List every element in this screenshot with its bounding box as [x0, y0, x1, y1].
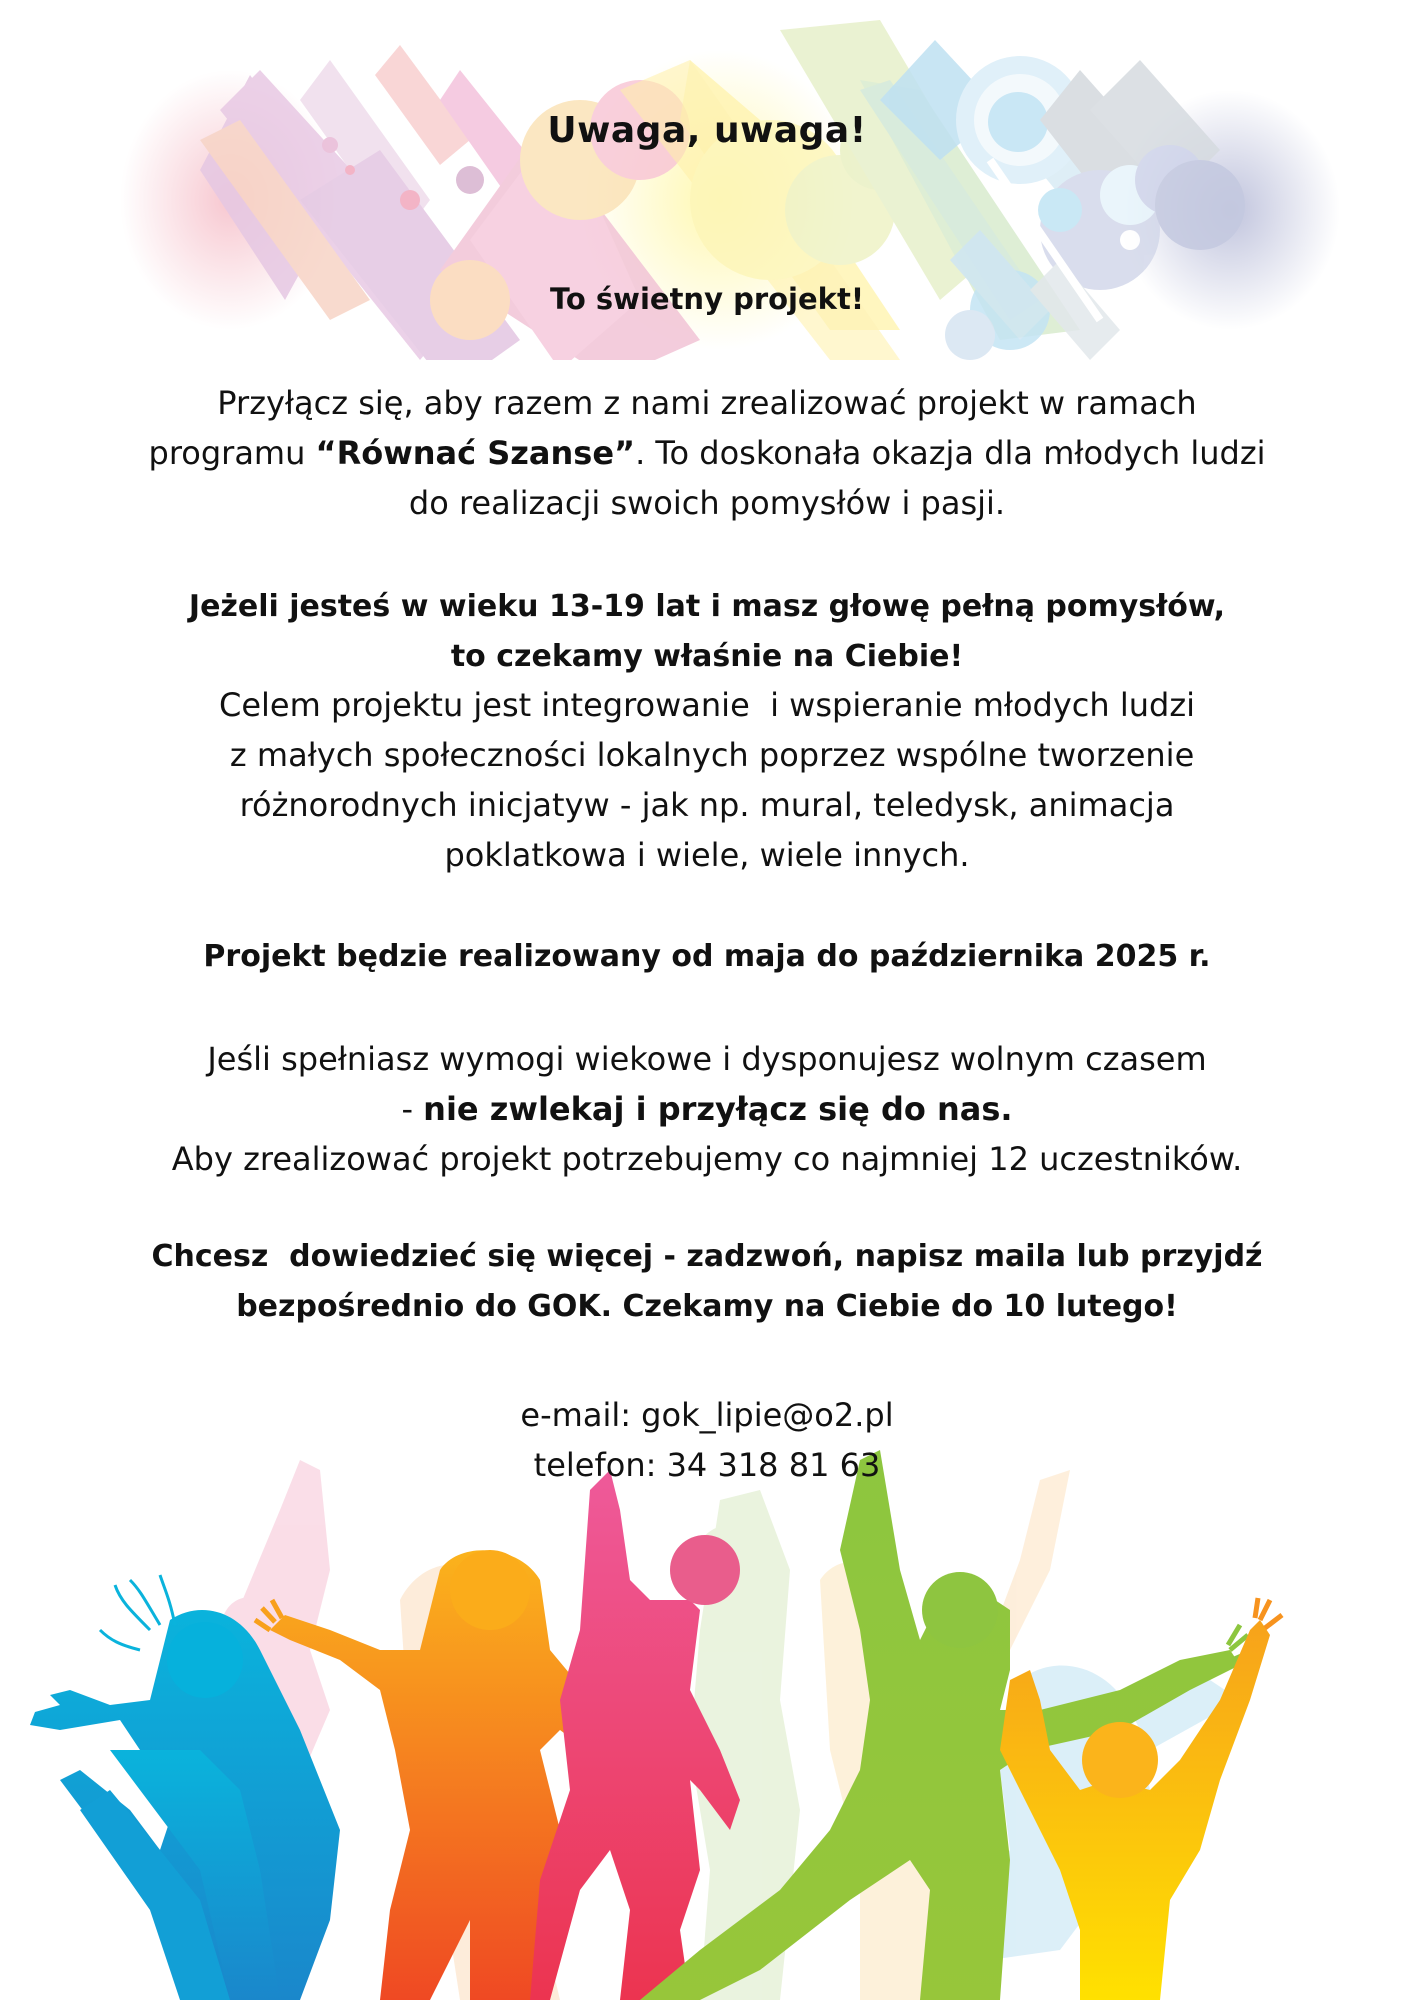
intro-line-2-suffix: . To doskonała okazja dla młodych ludzi: [635, 434, 1266, 472]
phone-label: telefon:: [533, 1446, 667, 1484]
contact-call: [0, 1232, 1414, 1332]
contact-info: [0, 1390, 1414, 1490]
project-dates: [0, 932, 1414, 982]
goal-line-2: z małych społeczności lokalnych poprzez wspólne tworzenie: [219, 736, 1195, 774]
age-callout-line-1: Jeżeli jesteś w wieku 13-19 lat i masz głowę pełną pomysłów,: [188, 589, 1226, 624]
intro-paragraph: [0, 378, 1414, 528]
join-line-1: Jeśli spełniasz wymogi wiekowe i dysponujesz wolnym czasem: [207, 1040, 1207, 1078]
contact-call-line-2: bezpośrednio do GOK. Czekamy na Ciebie do 10 lutego!: [236, 1289, 1178, 1324]
contact-call-line-1: Chcesz dowiedzieć się więcej - zadzwoń, napisz maila lub przyjdź: [151, 1239, 1263, 1274]
email-line: [0, 1390, 1414, 1440]
subheadline: To świetny projekt!: [549, 282, 865, 316]
phone-link[interactable]: 34 318 81 63: [666, 1446, 881, 1484]
goal-line-1: Celem projektu jest integrowanie i wspieranie młodych ludzi: [218, 686, 1195, 724]
goal-paragraph: [0, 680, 1414, 880]
phone-line: [0, 1440, 1414, 1490]
intro-line-2: [0, 428, 1414, 478]
goal-line-3: różnorodnych inicjatyw - jak np. mural, teledysk, animacja: [239, 786, 1175, 824]
project-dates-text: Projekt będzie realizowany od maja do października 2025 r.: [203, 939, 1211, 974]
join-line-3: Aby zrealizować projekt potrzebujemy co najmniej 12 uczestników.: [171, 1140, 1243, 1178]
goal-line-4: poklatkowa i wiele, wiele innych.: [444, 836, 970, 874]
headline: Uwaga, uwaga!: [547, 110, 867, 151]
join-dash: -: [401, 1090, 424, 1128]
age-callout: [0, 582, 1414, 682]
program-name: “Równać Szanse”: [315, 434, 636, 472]
join-cta: nie zwlekaj i przyłącz się do nas.: [423, 1090, 1013, 1128]
jumping-people-silhouettes-icon: [0, 1450, 1414, 2000]
footer-decoration: [0, 1450, 1414, 2000]
intro-line-1: Przyłącz się, aby razem z nami zrealizować projekt w ramach: [217, 384, 1197, 422]
intro-line-2-prefix: programu: [148, 434, 316, 472]
intro-line-3: do realizacji swoich pomysłów i pasji.: [408, 484, 1006, 522]
email-label: e-mail:: [520, 1396, 642, 1434]
age-callout-line-2: to czekamy właśnie na Ciebie!: [450, 639, 964, 674]
join-paragraph: [0, 1034, 1414, 1184]
email-link[interactable]: gok_lipie@o2.pl: [641, 1396, 894, 1434]
join-line-2: [0, 1084, 1414, 1134]
